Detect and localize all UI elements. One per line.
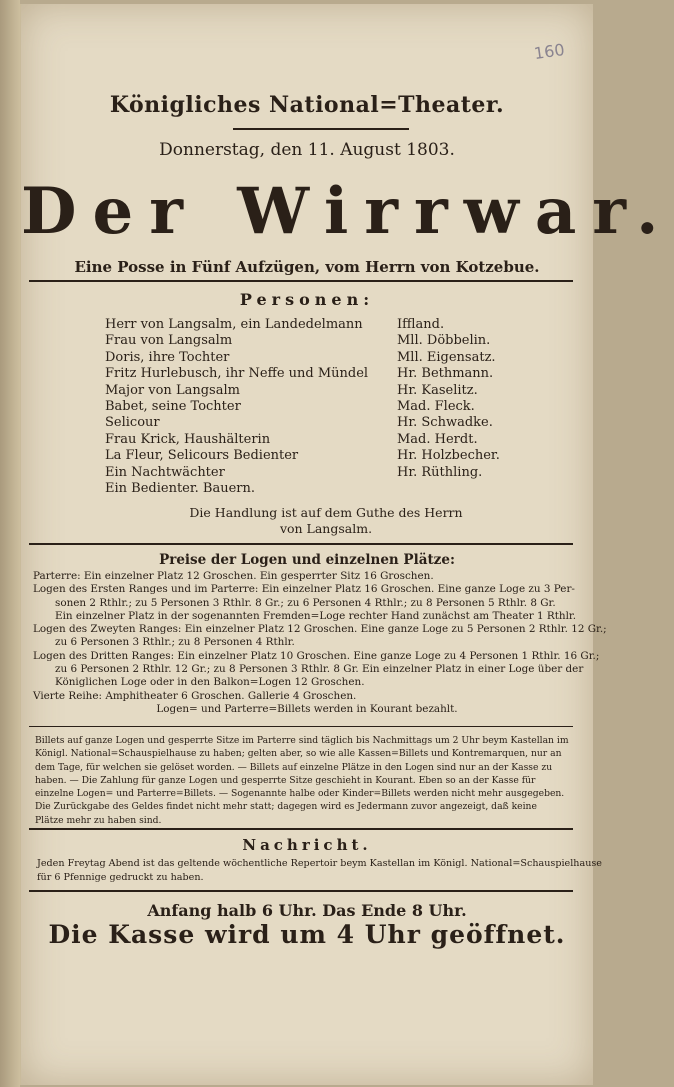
cast-row xyxy=(105,465,535,481)
price-line: sonen 2 Rthlr.; zu 5 Personen 3 Rthlr. 8 Gr.; zu 6 Personen 4 Rthlr.; zu 8 Personen 5 Rthlr. 8 Gr. xyxy=(55,596,556,609)
price-line: Logen des Dritten Ranges: Ein einzelner Platz 10 Groschen. Eine ganze Loge zu 4 Personen 1 Rthlr. 16 Gr.; xyxy=(33,649,600,662)
cast-role: Babet, seine Tochter xyxy=(105,398,241,414)
start-end-times: Anfang halb 6 Uhr. Das Ende 8 Uhr. xyxy=(147,901,467,920)
folio-number: 160 xyxy=(533,39,567,64)
price-line: zu 6 Personen 3 Rthlr.; zu 8 Personen 4 Rthlr. xyxy=(55,636,295,649)
divider-rule xyxy=(29,726,573,727)
setting-note-line: von Langsalm. xyxy=(279,521,373,536)
personen-heading: Personen: xyxy=(239,290,375,309)
cast-role: Major von Langsalm xyxy=(105,382,240,398)
cast-role: Frau von Langsalm xyxy=(105,333,233,349)
box-office-opening: Die Kasse wird um 4 Uhr geöffnet. xyxy=(48,920,566,949)
cast-actor: Mad. Herdt. xyxy=(397,431,478,447)
play-title: Der Wirrwar. xyxy=(21,174,674,249)
cast-actor: Iffland. xyxy=(397,317,445,332)
header-underline xyxy=(233,128,409,130)
ticket-rule-line: Billets auf ganze Logen und gesperrte Sitze im Parterre sind täglich bis Nachmittags um 2 Uhr beym Kastellan im xyxy=(35,735,569,746)
cast-role: Doris, ihre Tochter xyxy=(105,349,230,365)
price-line: Vierte Reihe: Amphitheater 6 Groschen. Gallerie 4 Groschen. xyxy=(33,689,357,702)
cast-actor: Hr. Holzbecher. xyxy=(397,448,500,464)
cast-actor: Mll. Eigensatz. xyxy=(397,349,496,365)
divider-rule xyxy=(29,890,573,892)
divider-rule xyxy=(29,828,573,830)
cast-row xyxy=(105,366,535,382)
prices-heading: Preise der Logen und einzelnen Plätze: xyxy=(159,552,455,568)
cast-row xyxy=(105,350,535,366)
cast-role: Fritz Hurlebusch, ihr Neffe und Mündel xyxy=(105,366,369,382)
price-line: Logen des Ersten Ranges und im Parterre: Ein einzelner Platz 16 Groschen. Eine ganze Loge zu 3 Per- xyxy=(33,583,575,596)
price-line: zu 6 Personen 2 Rthlr. 12 Gr.; zu 8 Personen 3 Rthlr. 8 Gr. Ein einzelner Platz in einer Loge über der xyxy=(55,663,584,676)
setting-note xyxy=(161,505,491,537)
cast-row xyxy=(105,432,535,448)
cast-actor: Hr. Kaselitz. xyxy=(397,382,478,398)
cast-role: La Fleur, Selicours Bedienter xyxy=(105,448,299,464)
ticket-rule-line: dem Tage, für welchen sie gelöset worden. — Billets auf einzelne Plätze in den Logen sind nur an der Kasse zu xyxy=(35,761,553,773)
play-subtitle: Eine Posse in Fünf Aufzügen, vom Herrn von Kotzebue. xyxy=(74,258,540,276)
cast-row xyxy=(105,383,535,399)
cast-actor: Mad. Fleck. xyxy=(397,398,475,414)
cast-row xyxy=(105,415,535,431)
cast-role: Herr von Langsalm, ein Landedelmann xyxy=(105,317,363,332)
cast-row xyxy=(105,317,535,333)
cast-actor: Mll. Döbbelin. xyxy=(397,333,491,349)
ticket-rule-line: Die Zurückgabe des Geldes findet nicht mehr statt; dagegen wird es Jedermann zuvor angezeigt, daß keine xyxy=(35,801,537,813)
setting-note-line: Die Handlung ist auf dem Guthe des Herrn xyxy=(189,505,463,520)
performance-date: Donnerstag, den 11. August 1803. xyxy=(159,140,455,160)
notice-line: Jeden Freytag Abend ist das geltende wöchentliche Repertoir beym Kastellan im Königl. National=Schauspielhause xyxy=(37,858,602,869)
price-line: Logen des Zweyten Ranges: Ein einzelner Platz 12 Groschen. Eine ganze Loge zu 5 Personen 2 Rthlr. 12 Gr.; xyxy=(33,623,607,636)
notice-heading: Nachricht. xyxy=(242,836,372,854)
ticket-rule-line: Königl. National=Schauspielhause zu haben; gelten aber, so wie alle Kassen=Billets und Kontremarquen, nur an xyxy=(35,748,562,760)
divider-rule xyxy=(29,543,573,545)
page-edge xyxy=(0,0,20,1087)
price-line: Königlichen Loge oder in den Balkon=Logen 12 Groschen. xyxy=(55,676,365,689)
cast-role: Ein Bedienter. Bauern. xyxy=(105,480,256,496)
cast-row xyxy=(105,481,535,497)
cast-role: Frau Krick, Haushälterin xyxy=(105,431,271,447)
cast-role: Selicour xyxy=(105,415,160,431)
theater-name: Königliches National=Theater. xyxy=(109,92,505,118)
cast-row xyxy=(105,399,535,415)
notice-line: für 6 Pfennige gedruckt zu haben. xyxy=(37,872,204,883)
ticket-rules xyxy=(35,734,579,827)
price-list xyxy=(33,570,607,716)
cast-list xyxy=(105,317,535,497)
ticket-rule-line: haben. — Die Zahlung für ganze Logen und gesperrte Sitze geschieht in Kourant. Eben so an der Kasse für xyxy=(35,774,536,786)
cast-actor: Hr. Bethmann. xyxy=(397,366,494,382)
price-line: Ein einzelner Platz in der sogenannten Fremden=Loge rechter Hand zunächst am Theater 1 Rthlr. xyxy=(55,609,577,622)
ticket-rule-line: Plätze mehr zu haben sind. xyxy=(35,814,162,826)
cast-actor: Hr. Schwadke. xyxy=(397,415,493,431)
price-line: Logen= und Parterre=Billets werden in Kourant bezahlt. xyxy=(156,702,458,715)
playbill-sheet xyxy=(20,4,674,1085)
notice-text xyxy=(37,857,602,885)
cast-row xyxy=(105,448,535,464)
divider-rule xyxy=(29,280,573,282)
cast-role: Ein Nachtwächter xyxy=(105,464,225,480)
cast-row xyxy=(105,333,535,349)
cast-actor: Hr. Rüthling. xyxy=(397,464,483,480)
price-line: Parterre: Ein einzelner Platz 12 Groschen. Ein gesperrter Sitz 16 Groschen. xyxy=(33,570,434,582)
ticket-rule-line: einzelne Logen= und Parterre=Billets. — Sogenannte halbe oder Kinder=Billets werden nicht mehr ausgegeben. xyxy=(35,788,565,800)
